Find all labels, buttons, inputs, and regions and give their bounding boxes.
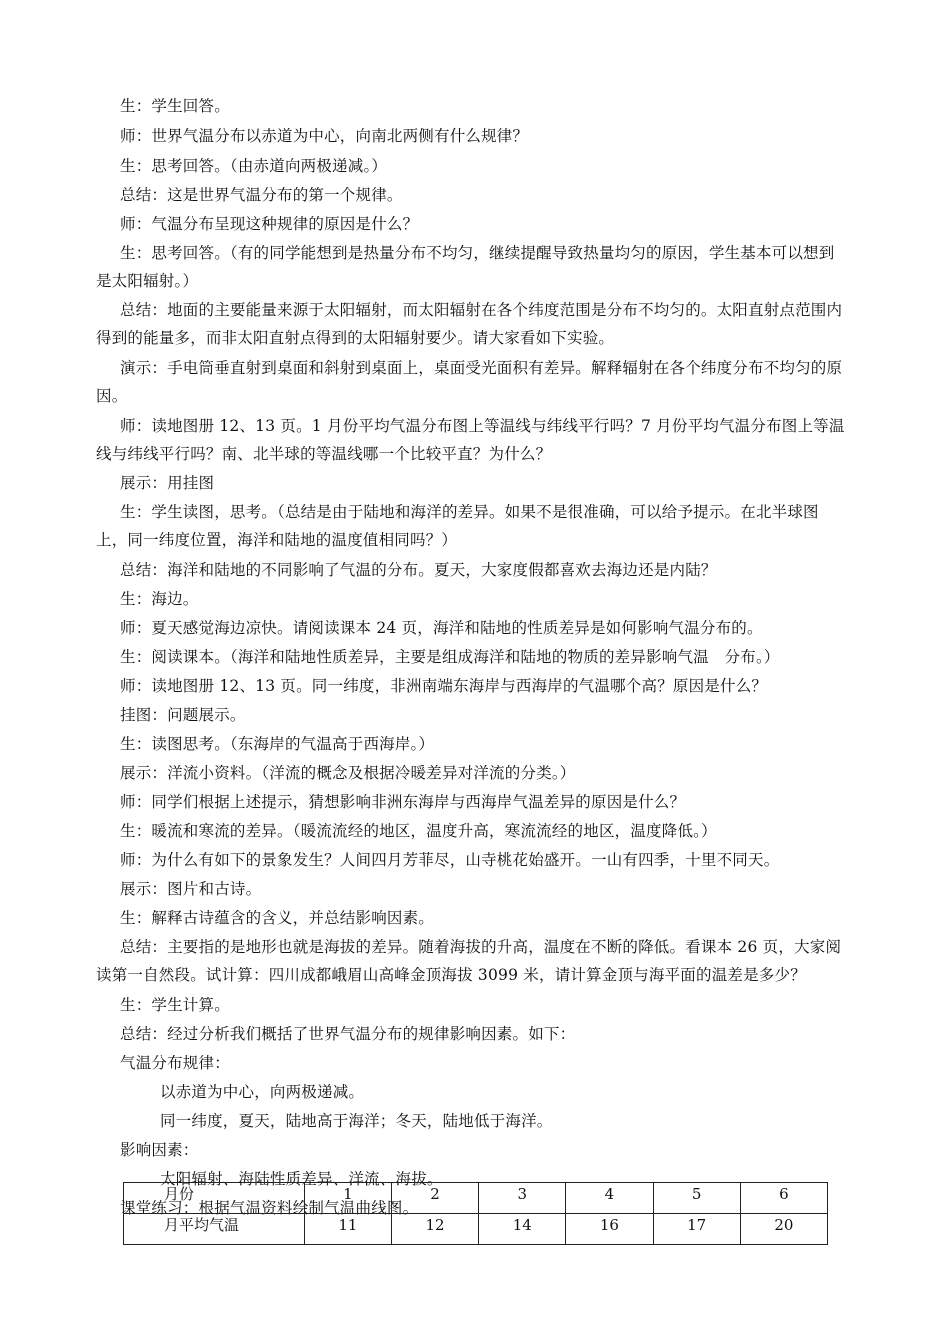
paragraph: 师：读地图册 12、13 页。1 月份平均气温分布图上等温线与纬线平行吗？7 月份平均气温分布图上等温线与纬线平行吗？南、北半球的等温线哪一个比较平直？为什么？	[96, 417, 845, 463]
table-header-label: 月份	[124, 1183, 305, 1214]
table-cell: 14	[479, 1214, 566, 1245]
table-row	[124, 1214, 828, 1245]
paragraph: 生：学生读图，思考。（总结是由于陆地和海洋的差异。如果不是很准确，可以给予提示。在北半球图上，同一纬度位置，海洋和陆地的温度值相同吗？）	[96, 503, 819, 549]
paragraph: 生：读图思考。（东海岸的气温高于西海岸。）	[120, 735, 435, 753]
table-cell: 5	[653, 1183, 740, 1214]
paragraph: 生：暖流和寒流的差异。（暖流流经的地区，温度升高，寒流流经的地区，温度降低。）	[120, 822, 717, 840]
paragraph: 展示：洋流小资料。（洋流的概念及根据冷暖差异对洋流的分类。）	[120, 764, 576, 782]
table-cell: 6	[740, 1183, 827, 1214]
paragraph: 演示：手电筒垂直射到桌面和斜射到桌面上，桌面受光面积有差异。解释辐射在各个纬度分布不均匀的原因。	[96, 359, 843, 405]
paragraph: 师：为什么有如下的景象发生？人间四月芳菲尽，山寺桃花始盛开。一山有四季，十里不同天。	[120, 851, 780, 869]
list-item: 太阳辐射、海陆性质差异、洋流、海拔。	[160, 1170, 443, 1188]
table-cell: 3	[479, 1183, 566, 1214]
paragraph: 挂图：问题展示。	[120, 706, 246, 724]
table-cell: 20	[740, 1214, 827, 1245]
list-item: 同一纬度，夏天，陆地高于海洋；冬天，陆地低于海洋。	[160, 1112, 553, 1130]
paragraph: 师：世界气温分布以赤道为中心，向南北两侧有什么规律？	[120, 127, 529, 145]
exercise-prompt: 课堂练习：根据气温资料绘制气温曲线图。	[120, 1199, 419, 1217]
table-cell: 16	[566, 1214, 653, 1245]
paragraph: 师：读地图册 12、13 页。同一纬度，非洲南端东海岸与西海岸的气温哪个高？原因是什么？	[120, 677, 768, 695]
paragraph: 生：思考回答。（由赤道向两极递减。）	[120, 157, 388, 175]
paragraph: 生：学生计算。	[120, 996, 230, 1014]
paragraph: 总结：海洋和陆地的不同影响了气温的分布。夏天，大家度假都喜欢去海边还是内陆？	[120, 561, 717, 579]
paragraph: 总结：主要指的是地形也就是海拔的差异。随着海拔的升高，温度在不断的降低。看课本 26 页，大家阅读第一自然段。试计算：四川成都峨眉山高峰金顶海拔 3099 米，请计算金顶与海平面的温差是多少？	[96, 938, 842, 984]
temperature-table	[123, 1182, 828, 1245]
table-cell: 11	[304, 1214, 391, 1245]
table-row-label: 月平均气温	[124, 1214, 305, 1245]
section-heading: 影响因素：	[120, 1141, 199, 1159]
list-item: 以赤道为中心，向两极递减。	[160, 1083, 365, 1101]
table-row	[124, 1183, 828, 1214]
table-cell: 17	[653, 1214, 740, 1245]
paragraph: 师：夏天感觉海边凉快。请阅读课本 24 页，海洋和陆地的性质差异是如何影响气温分布的。	[120, 619, 763, 637]
paragraph: 生：解释古诗蕴含的含义，并总结影响因素。	[120, 909, 435, 927]
table-cell: 1	[304, 1183, 391, 1214]
paragraph: 师：气温分布呈现这种规律的原因是什么？	[120, 215, 419, 233]
table-cell: 2	[391, 1183, 478, 1214]
paragraph: 生：学生回答。	[120, 97, 230, 115]
table-cell: 12	[391, 1214, 478, 1245]
paragraph: 展示：图片和古诗。	[120, 880, 262, 898]
table-cell: 4	[566, 1183, 653, 1214]
paragraph: 生：阅读课本。（海洋和陆地性质差异，主要是组成海洋和陆地的物质的差异影响气温 分布。）	[120, 648, 780, 666]
paragraph: 展示：用挂图	[120, 474, 215, 492]
paragraph: 总结：经过分析我们概括了世界气温分布的规律影响因素。如下：	[120, 1025, 576, 1043]
paragraph: 总结：地面的主要能量来源于太阳辐射，而太阳辐射在各个纬度范围是分布不均匀的。太阳直射点范围内得到的能量多，而非太阳直射点得到的太阳辐射要少。请大家看如下实验。	[96, 301, 843, 347]
paragraph: 生：思考回答。（有的同学能想到是热量分布不均匀，继续提醒导致热量均匀的原因，学生基本可以想到是太阳辐射。）	[96, 244, 835, 290]
section-heading: 气温分布规律：	[120, 1054, 230, 1072]
paragraph: 总结：这是世界气温分布的第一个规律。	[120, 186, 403, 204]
paragraph: 生：海边。	[120, 590, 199, 608]
paragraph: 师：同学们根据上述提示，猜想影响非洲东海岸与西海岸气温差异的原因是什么？	[120, 793, 686, 811]
